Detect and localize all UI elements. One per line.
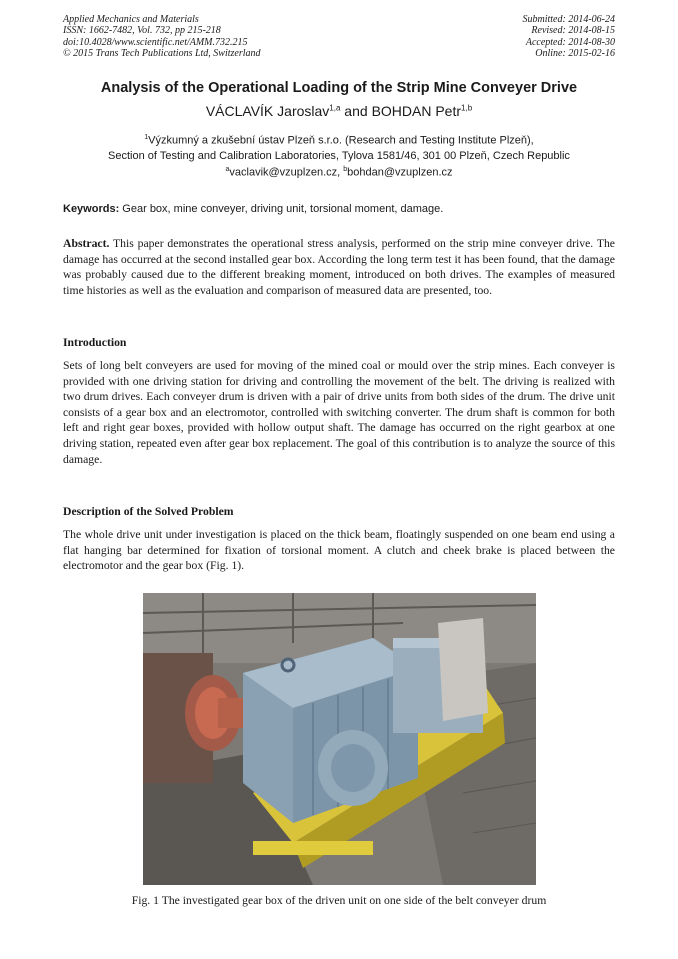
email-b-superscript: b — [343, 166, 348, 173]
email-a-link[interactable]: vaclavik@vzuplzen.cz, — [229, 166, 344, 179]
figure-1-photo — [143, 593, 536, 885]
accepted-date: Accepted: 2014-08-30 — [525, 36, 615, 48]
authors — [0, 103, 678, 119]
online-date: Online: 2015-02-16 — [535, 47, 615, 59]
submitted-date: Submitted: 2014-06-24 — [522, 14, 615, 25]
introduction-text: Sets of long belt conveyers are used for moving of the mined coal or mould over the strip mines. Each conveyer is provided with one driving station for driving and controlling the movement of the belt. The driving is realized with two drum drives. Each conveyer drum is driven with a pair of drive units from both sides of the drum. The drive unit consists of a gear box and an electromotor, controlled with switching converter. The drum shaft is common for both left and right gear boxes, provided with hollow output shaft. The damage has occurred on the right gearbox at one driving station, repeated even after gear box replacement. The goal of this contribution is to analyze the source of this damage. — [63, 359, 615, 466]
author-2-name: BOHDAN Petr — [371, 103, 462, 119]
keywords — [63, 203, 615, 215]
introduction-heading: Introduction — [63, 336, 127, 349]
author-conjunction: and — [340, 103, 372, 119]
problem-heading: Description of the Solved Problem — [63, 505, 234, 518]
paper-title: Analysis of the Operational Loading of the Strip Mine Conveyer Drive — [100, 80, 578, 96]
copyright-line: © 2015 Trans Tech Publications Ltd, Switzerland — [63, 47, 261, 59]
affiliation-line-1: Výzkumný a zkušební ústav Plzeň s.r.o. (Research and Testing Institute Plzeň), — [148, 134, 534, 147]
problem-text: The whole drive unit under investigation is placed on the thick beam, floatingly suspended on one beam end using a flat hanging bar determined for fixation of torsional moment. A clutch and cheek brake is placed between the electromotor and the gear box (Fig. 1). — [63, 528, 615, 573]
abstract-text: This paper demonstrates the operational stress analysis, performed on the strip mine conveyer drive. The damage has occurred at the second installed gear box. According the long term test it has been found, that the damage was probably caused due to the different breaking moment, introduced on both drives. The examples of measured time histories as well as the evaluation and comparison of measured data are presented, too. — [63, 237, 618, 297]
email-b-link[interactable]: bohdan@vzuplzen.cz — [347, 166, 453, 179]
revised-date: Revised: 2014-08-15 — [531, 25, 615, 37]
keywords-label: Keywords: — [63, 203, 120, 215]
abstract — [63, 236, 618, 298]
author-emails — [0, 166, 678, 179]
affiliation-line-2: Section of Testing and Calibration Laboratories, Tylova 1581/46, 301 00 Plzeň, Czech Republic — [108, 149, 570, 162]
keywords-text: Gear box, mine conveyer, driving unit, torsional moment, damage. — [119, 203, 444, 215]
affiliation — [0, 130, 678, 164]
author-1-name: VÁCLAVÍK Jaroslav — [205, 103, 330, 119]
author-1-superscript: 1,a — [329, 103, 341, 113]
email-a-superscript: a — [225, 166, 230, 173]
figure-1-caption: Fig. 1 The investigated gear box of the driven unit on one side of the belt conveyer drum — [131, 894, 547, 907]
doi-line: doi:10.4028/www.scientific.net/AMM.732.215 — [63, 36, 248, 48]
issn-line: ISSN: 1662-7482, Vol. 732, pp 215-218 — [63, 25, 221, 37]
publication-dates — [523, 14, 616, 59]
affiliation-superscript: 1 — [144, 134, 149, 141]
journal-info — [63, 14, 261, 59]
journal-name: Applied Mechanics and Materials — [63, 14, 199, 25]
abstract-label: Abstract. — [63, 237, 110, 250]
author-2-superscript: 1,b — [461, 103, 473, 113]
